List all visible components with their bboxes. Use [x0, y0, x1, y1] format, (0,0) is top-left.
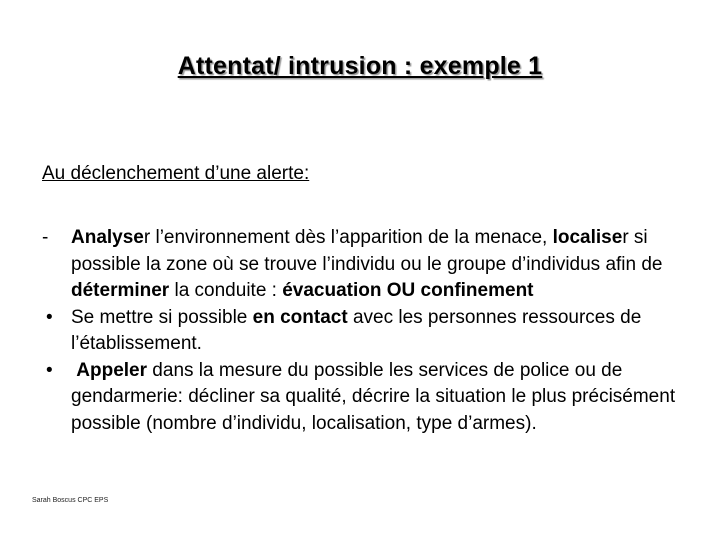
bullet-marker: • [46, 306, 53, 328]
dash-marker: - [42, 227, 49, 248]
slide-title: Attentat/ intrusion : exemple 1 [177, 52, 543, 80]
section-heading: Au déclenchement d’une alerte: [42, 163, 310, 184]
bullet-list [42, 225, 702, 437]
list-item [42, 225, 702, 305]
author-footer: Sarah Boscus CPC EPS [32, 497, 109, 504]
list-item [42, 305, 702, 358]
item-text: Analyser l’environnement dès l’apparition de la menace, localiser si possible la zone où se trouve l’individu ou le groupe d’individus afin de déterminer la conduite : évacuation OU confinement [71, 227, 663, 301]
list-item [42, 358, 702, 438]
bullet-marker: • [46, 359, 53, 381]
item-text: Appeler dans la mesure du possible les services de police ou de gendarmerie: décliner sa qualité, décrire la situation le plus précisément possible (nombre d’individu, localisation, type d’armes). [71, 359, 676, 434]
item-text: Se mettre si possible en contact avec les personnes ressources de l’établissement. [71, 306, 642, 354]
